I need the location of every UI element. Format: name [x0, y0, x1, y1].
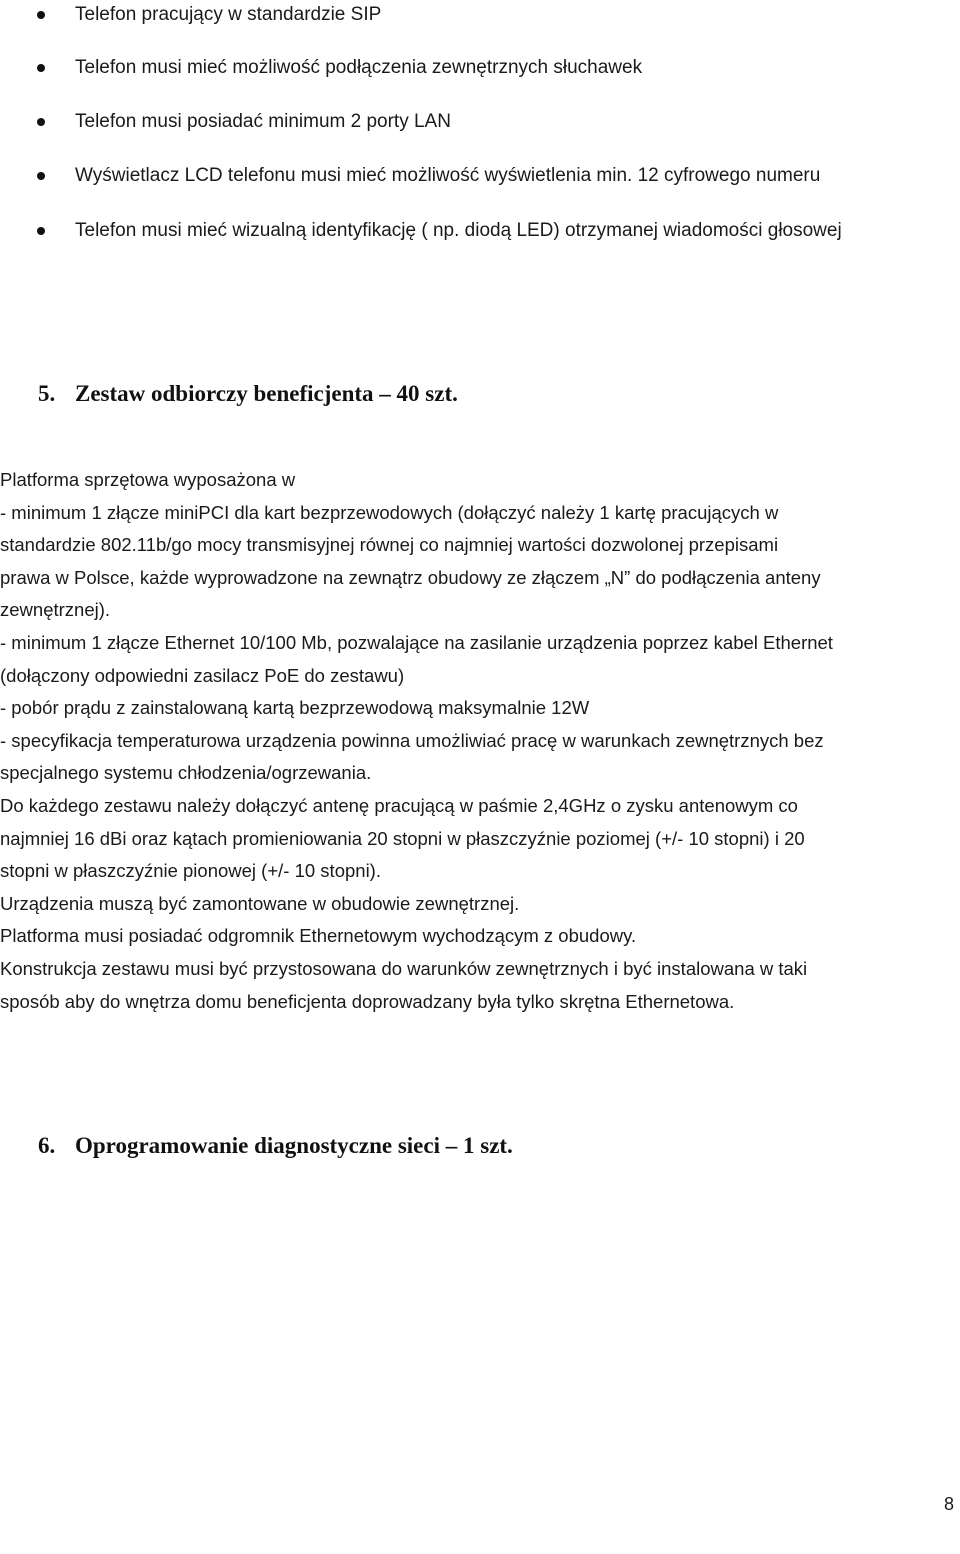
- body-line: standardzie 802.11b/go mocy transmisyjnej równej co najmniej wartości dozwolonej przepisami: [0, 534, 779, 556]
- page-number: 8: [943, 1494, 954, 1514]
- body-line: Platforma sprzętowa wyposażona w: [0, 469, 296, 490]
- body-line: - pobór prądu z zainstalowaną kartą bezprzewodową maksymalnie 12W: [0, 697, 590, 719]
- bullet-icon: [37, 227, 45, 235]
- section-heading-5: [38, 378, 458, 410]
- list-item: [0, 161, 960, 191]
- body-line: Do każdego zestawu należy dołączyć antenę pracującą w paśmie 2,4GHz o zysku antenowym co: [0, 794, 798, 816]
- list-item-text: Telefon musi mieć możliwość podłączenia zewnętrznych słuchawek: [75, 57, 643, 78]
- body-line: najmniej 16 dBi oraz kątach promieniowania 20 stopni w płaszczyźnie poziomej (+/- 10 stopni) i 20: [0, 827, 805, 849]
- section-number: 6.: [38, 1133, 56, 1158]
- section-title: Oprogramowanie diagnostyczne sieci – 1 szt.: [75, 1133, 513, 1158]
- body-line: specjalnego systemu chłodzenia/ogrzewania.: [0, 762, 372, 784]
- list-item-text: Wyświetlacz LCD telefonu musi mieć możliwość wyświetlenia min. 12 cyfrowego numeru: [75, 165, 821, 186]
- body-line: Platforma musi posiadać odgromnik Ethernetowym wychodzącym z obudowy.: [0, 925, 637, 947]
- list-item: [0, 0, 960, 30]
- section-title: Zestaw odbiorczy beneficjenta – 40 szt.: [75, 381, 458, 406]
- body-line: Konstrukcja zestawu musi być przystosowana do warunków zewnętrznych i być instalowana w taki: [0, 957, 808, 979]
- bullet-icon: [37, 172, 45, 180]
- list-item-text: Telefon pracujący w standardzie SIP: [75, 4, 382, 25]
- body-line: stopni w płaszczyźnie pionowej (+/- 10 stopni).: [0, 860, 381, 882]
- section-heading-6: [38, 1130, 513, 1162]
- body-line: (dołączony odpowiedni zasilacz PoE do zestawu): [0, 664, 405, 686]
- body-line: prawa w Polsce, każde wyprowadzone na zewnątrz obudowy ze złączem „N” do podłączenia anteny: [0, 566, 821, 588]
- body-line: Urządzenia muszą być zamontowane w obudowie zewnętrznej.: [0, 892, 520, 914]
- body-line: - minimum 1 złącze Ethernet 10/100 Mb, pozwalające na zasilanie urządzenia poprzez kabel Ethernet: [0, 631, 833, 653]
- section-number: 5.: [38, 381, 56, 406]
- body-line: sposób aby do wnętrza domu beneficjenta doprowadzany była tylko skrętna Ethernetowa.: [0, 990, 735, 1012]
- bullet-icon: [37, 11, 45, 19]
- section-body: [0, 464, 960, 1018]
- bullet-icon: [37, 64, 45, 72]
- bullet-icon: [37, 118, 45, 126]
- list-item: [0, 107, 960, 137]
- list-item-text: Telefon musi mieć wizualną identyfikację ( np. diodą LED) otrzymanej wiadomości głosowej: [75, 220, 842, 241]
- list-item: [0, 216, 960, 246]
- body-line: zewnętrznej).: [0, 599, 111, 621]
- list-item-text: Telefon musi posiadać minimum 2 porty LAN: [75, 111, 451, 132]
- list-item: [0, 53, 960, 83]
- body-line: - minimum 1 złącze miniPCI dla kart bezprzewodowych (dołączyć należy 1 kartę pracujących w: [0, 501, 779, 523]
- body-line: - specyfikacja temperaturowa urządzenia powinna umożliwiać pracę w warunkach zewnętrznych bez: [0, 729, 824, 751]
